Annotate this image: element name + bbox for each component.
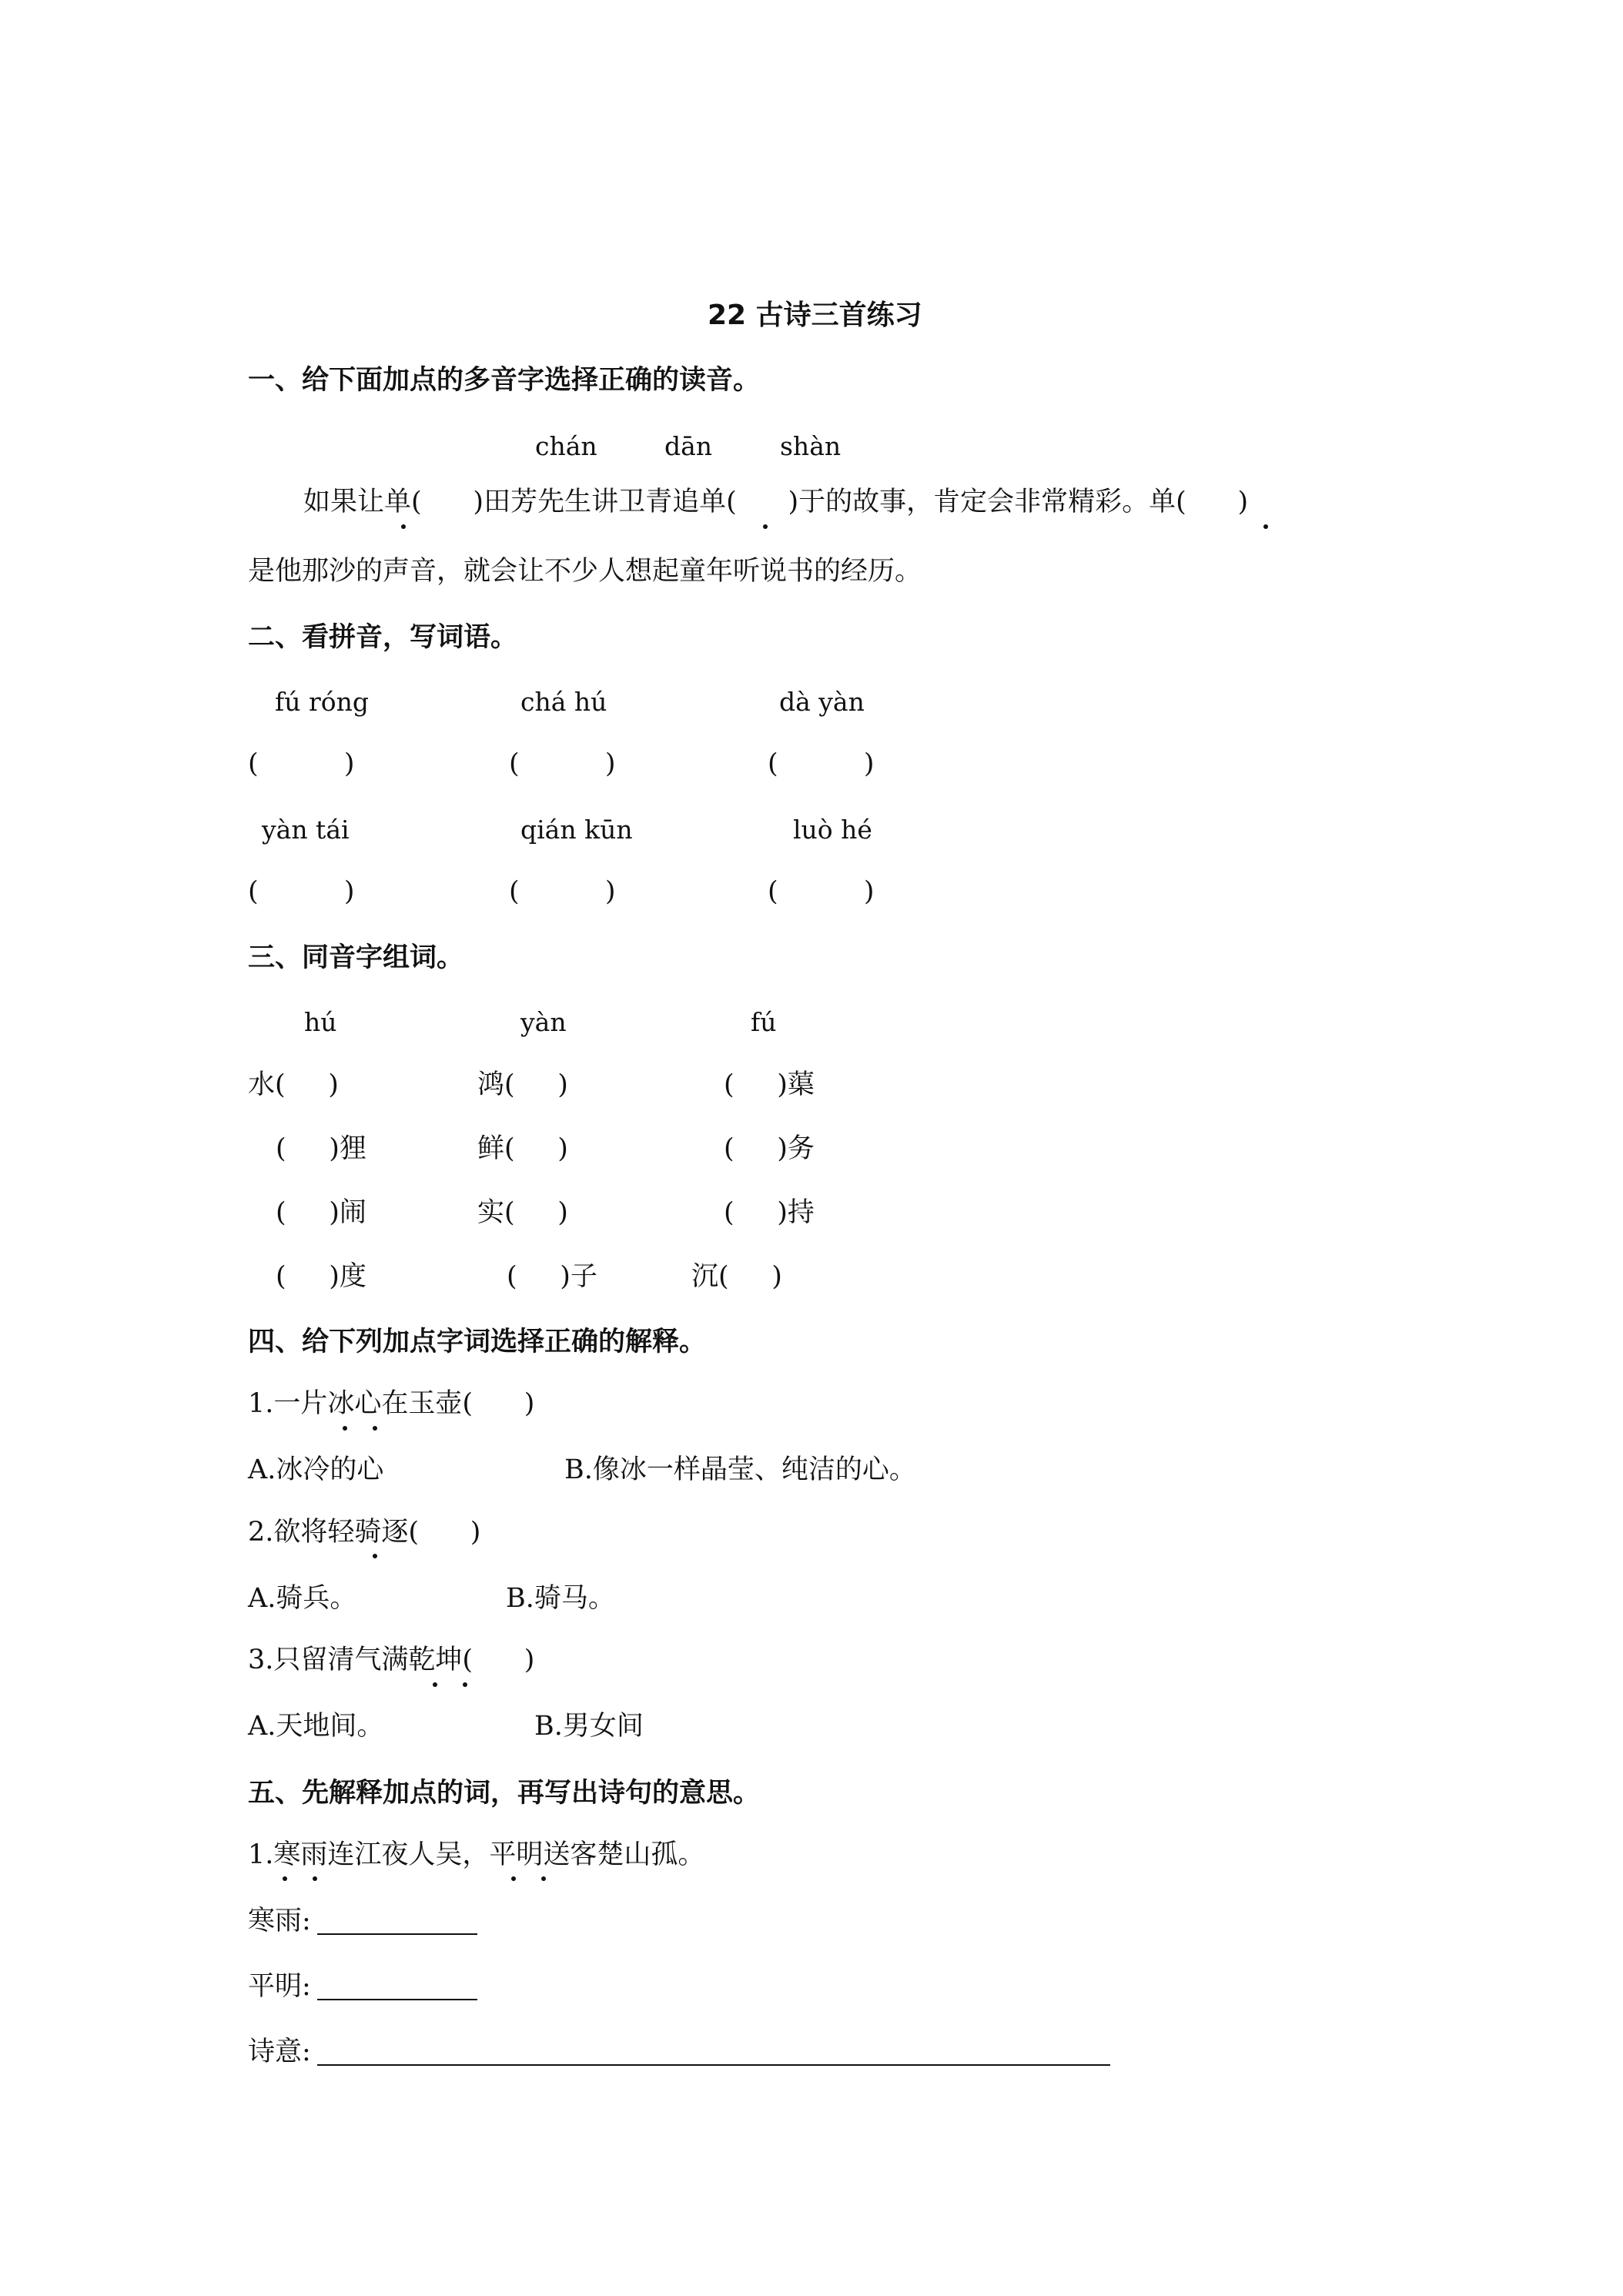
s1-passage-line-1: 如果让单( )田芳先生讲卫青追单( )于的故事，肯定会非常精彩。单( ) [303,487,1249,517]
pinyin-fu: fú [751,1007,777,1037]
s1-passage-line-2: 是他那沙的声音，就会让不少人想起童年听说书的经历。 [248,556,922,587]
pinyin-option-1: chán [535,431,597,461]
emphasis-dot [463,1682,467,1687]
word-group-item: 水( ) [248,1069,339,1100]
pinyin-qian-kun: qián kūn [520,815,633,845]
answer-blank[interactable]: ( ) [509,748,616,779]
word-group-item: 鲜( ) [477,1133,568,1164]
pinyin-yan-tai: yàn tái [262,815,350,845]
word-group-item: ( )度 [276,1261,366,1292]
emphasis-dot [763,524,768,529]
word-group-item: 沉( ) [691,1261,782,1292]
pinyin-yan: yàn [520,1007,567,1037]
label-han-yu: 寒雨: [248,1906,311,1936]
pinyin-cha-hu: chá hú [520,687,607,717]
question-2: 2.欲将轻骑逐( ) [248,1517,481,1548]
section-2-heading: 二、看拼音，写词语。 [248,622,518,653]
emphasis-dot [511,1876,516,1881]
word-group-item: ( )持 [724,1197,815,1228]
emphasis-dot [401,524,406,529]
word-group-item: ( )狸 [276,1133,366,1164]
answer-blank[interactable]: ( ) [248,748,355,779]
question-2-option-a: A.骑兵。 [248,1583,357,1614]
question-3: 3.只留清气满乾坤( ) [248,1645,535,1675]
word-group-item: 鸿( ) [477,1069,568,1100]
emphasis-dot [343,1426,347,1431]
answer-blank[interactable]: ( ) [248,876,355,907]
question-1: 1.一片冰心在玉壶( ) [248,1388,535,1419]
emphasis-dot [313,1876,317,1881]
emphasis-dot [541,1876,546,1881]
section-1-heading: 一、给下面加点的多音字选择正确的读音。 [248,365,761,396]
answer-blank[interactable]: ( ) [509,876,616,907]
emphasis-dot [1263,524,1268,529]
answer-line-han-yu[interactable] [317,1933,477,1935]
emphasis-dot [373,1554,377,1558]
word-group-item: ( )闹 [276,1197,366,1228]
emphasis-dot [373,1426,377,1431]
word-group-item: ( )子 [507,1261,597,1292]
answer-blank[interactable]: ( ) [768,748,875,779]
pinyin-fu-rong: fú róng [275,687,369,717]
question-2-option-b: B.骑马。 [506,1583,615,1614]
emphasis-dot [283,1876,287,1881]
word-group-item: ( )蕖 [724,1069,815,1100]
section-4-heading: 四、给下列加点字词选择正确的解释。 [248,1327,707,1357]
pinyin-option-2: dān [664,431,713,461]
pinyin-da-yan: dà yàn [779,687,865,717]
pinyin-luo-he: luò hé [793,815,872,845]
pinyin-option-3: shàn [780,431,842,461]
question-3-option-a: A.天地间。 [248,1711,384,1742]
section-3-heading: 三、同音字组词。 [248,942,464,973]
label-shi-yi: 诗意: [248,2037,311,2067]
answer-line-shi-yi[interactable] [317,2064,1110,2066]
page-title: 22 古诗三首练习 [708,300,922,331]
section-5-heading: 五、先解释加点的词，再写出诗句的意思。 [248,1778,761,1809]
word-group-item: ( )务 [724,1133,815,1164]
poem-line: 1.寒雨连江夜人吴，平明送客楚山孤。 [248,1839,705,1870]
answer-line-ping-ming[interactable] [317,1999,477,2000]
emphasis-dot [433,1682,437,1687]
answer-blank[interactable]: ( ) [768,876,875,907]
word-group-item: 实( ) [477,1197,568,1228]
question-1-option-b: B.像冰一样晶莹、纯洁的心。 [564,1454,916,1485]
question-3-option-b: B.男女间 [534,1711,644,1742]
label-ping-ming: 平明: [248,1971,311,2002]
question-1-option-a: A.冰冷的心 [248,1454,384,1485]
pinyin-hu: hú [304,1007,337,1037]
